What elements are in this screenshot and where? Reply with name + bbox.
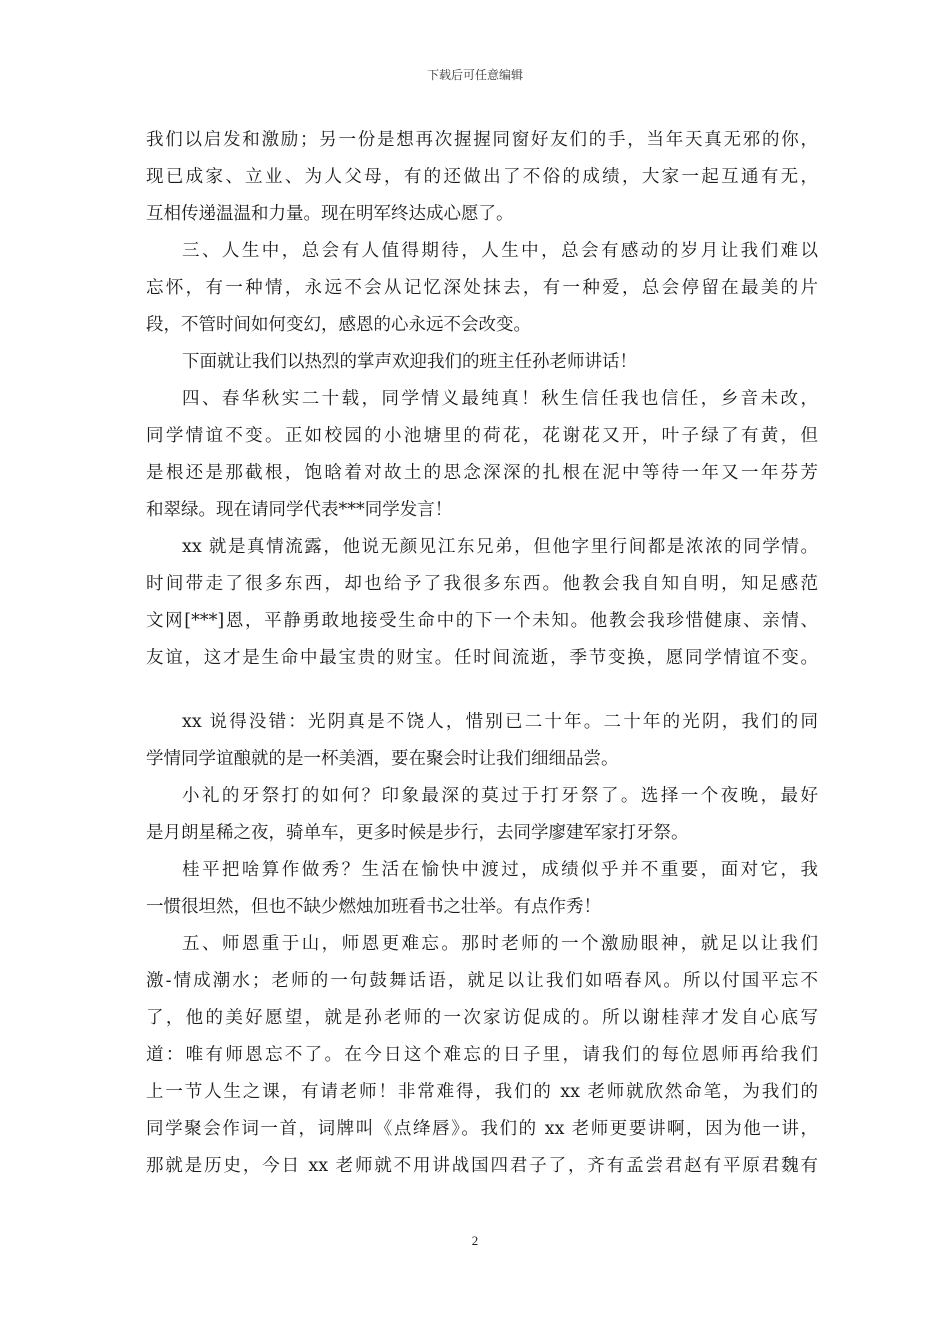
text-line: 一惯很坦然，但也不缺少燃烛加班看书之壮举。有点作秀！ (146, 897, 601, 917)
paragraph (146, 852, 818, 926)
text-line: 文网[***]恩，平静勇敢地接受生命中的下一个未知。他教会我珍惜健康、亲情、 (146, 611, 818, 631)
text-line: 段，不管时间如何变幻，感恩的心永远不会改变。 (146, 315, 531, 335)
text-line: 三、人生中，总会有人值得期待，人生中，总会有感动的岁月让我们难以 (182, 241, 818, 261)
text-line: 互相传递温温和力量。现在明军终达成心愿了。 (146, 204, 514, 224)
paragraph (146, 233, 818, 344)
text-line: 桂平把啥算作做秀？生活在愉快中渡过，成绩似乎并不重要，面对它，我 (182, 860, 818, 880)
text-line: 了，他的美好愿望，就是孙老师的一次家访促成的。所以谢桂萍才发自心底写 (146, 1008, 818, 1028)
text-line: 激-情成潮水；老师的一句鼓舞话语，就足以让我们如唔春风。所以付国平忘不 (146, 971, 818, 991)
text-line: 那就是历史，今日 xx 老师就不用讲战国四君子了，齐有孟尝君赵有平原君魏有 (146, 1156, 818, 1176)
document-body (146, 122, 818, 1185)
text-line: 现已成家、立业、为人父母，有的还做出了不俗的成绩，大家一起互通有无， (146, 167, 818, 187)
paragraph (146, 529, 818, 677)
text-line: 忘怀，有一种情，永远不会从记忆深处抹去，有一种爱，总会停留在最美的片 (146, 278, 818, 298)
text-line: 和翠绿。现在请同学代表***同学发言！ (146, 500, 453, 520)
text-line: 是根还是那截根，饱晗着对故土的思念深深的扎根在泥中等待一年又一年芬芳 (146, 463, 818, 483)
paragraph (146, 704, 818, 778)
blank-line (146, 677, 818, 704)
paragraph (146, 926, 818, 1185)
paragraph (146, 381, 818, 529)
page-header: 下载后可任意编辑 (426, 68, 523, 82)
text-line: 时间带走了很多东西，却也给予了我很多东西。他教会我自知自明，知足感范 (146, 574, 818, 594)
text-line: 上一节人生之课，有请老师！非常难得，我们的 xx 老师就欣然命笔，为我们的 (146, 1082, 818, 1102)
text-line: xx 就是真情流露，他说无颜见江东兄弟，但他字里行间都是浓浓的同学情。 (182, 537, 818, 557)
text-line: 我们以启发和激励；另一份是想再次握握同窗好友们的手，当年天真无邪的你， (146, 130, 818, 150)
paragraph (146, 122, 818, 233)
text-line: 友谊，这才是生命中最宝贵的财宝。任时间流逝，季节变换，愿同学情谊不变。 (146, 648, 818, 668)
text-line: 同学聚会作词一首，词牌叫《点绛唇》。我们的 xx 老师更要讲啊，因为他一讲， (146, 1119, 818, 1139)
paragraph (146, 778, 818, 852)
text-line: 四、春华秋实二十载，同学情义最纯真！秋生信任我也信任，乡音未改， (182, 389, 818, 409)
text-line: 小礼的牙祭打的如何？印象最深的莫过于打牙祭了。选择一个夜晚，最好 (182, 786, 818, 806)
paragraph (146, 344, 818, 381)
text-line: 学情同学谊酿就的是一杯美酒，要在聚会时让我们细细品尝。 (146, 749, 619, 769)
text-line: xx 说得没错：光阴真是不饶人，惜别已二十年。二十年的光阴，我们的同 (182, 712, 818, 732)
page-number: 2 (471, 1233, 479, 1248)
text-line: 五、师恩重于山，师恩更难忘。那时老师的一个激励眼神，就足以让我们 (182, 934, 818, 954)
text-line: 同学情谊不变。正如校园的小池塘里的荷花，花谢花又开，叶子绿了有黄，但 (146, 426, 818, 446)
text-line: 下面就让我们以热烈的掌声欢迎我们的班主任孙老师讲话！ (182, 352, 637, 372)
text-line: 是月朗星稀之夜，骑单车，更多时候是步行，去同学廖建军家打牙祭。 (146, 823, 689, 843)
text-line: 道：唯有师恩忘不了。在今日这个难忘的日子里，请我们的每位恩师再给我们 (146, 1045, 818, 1065)
